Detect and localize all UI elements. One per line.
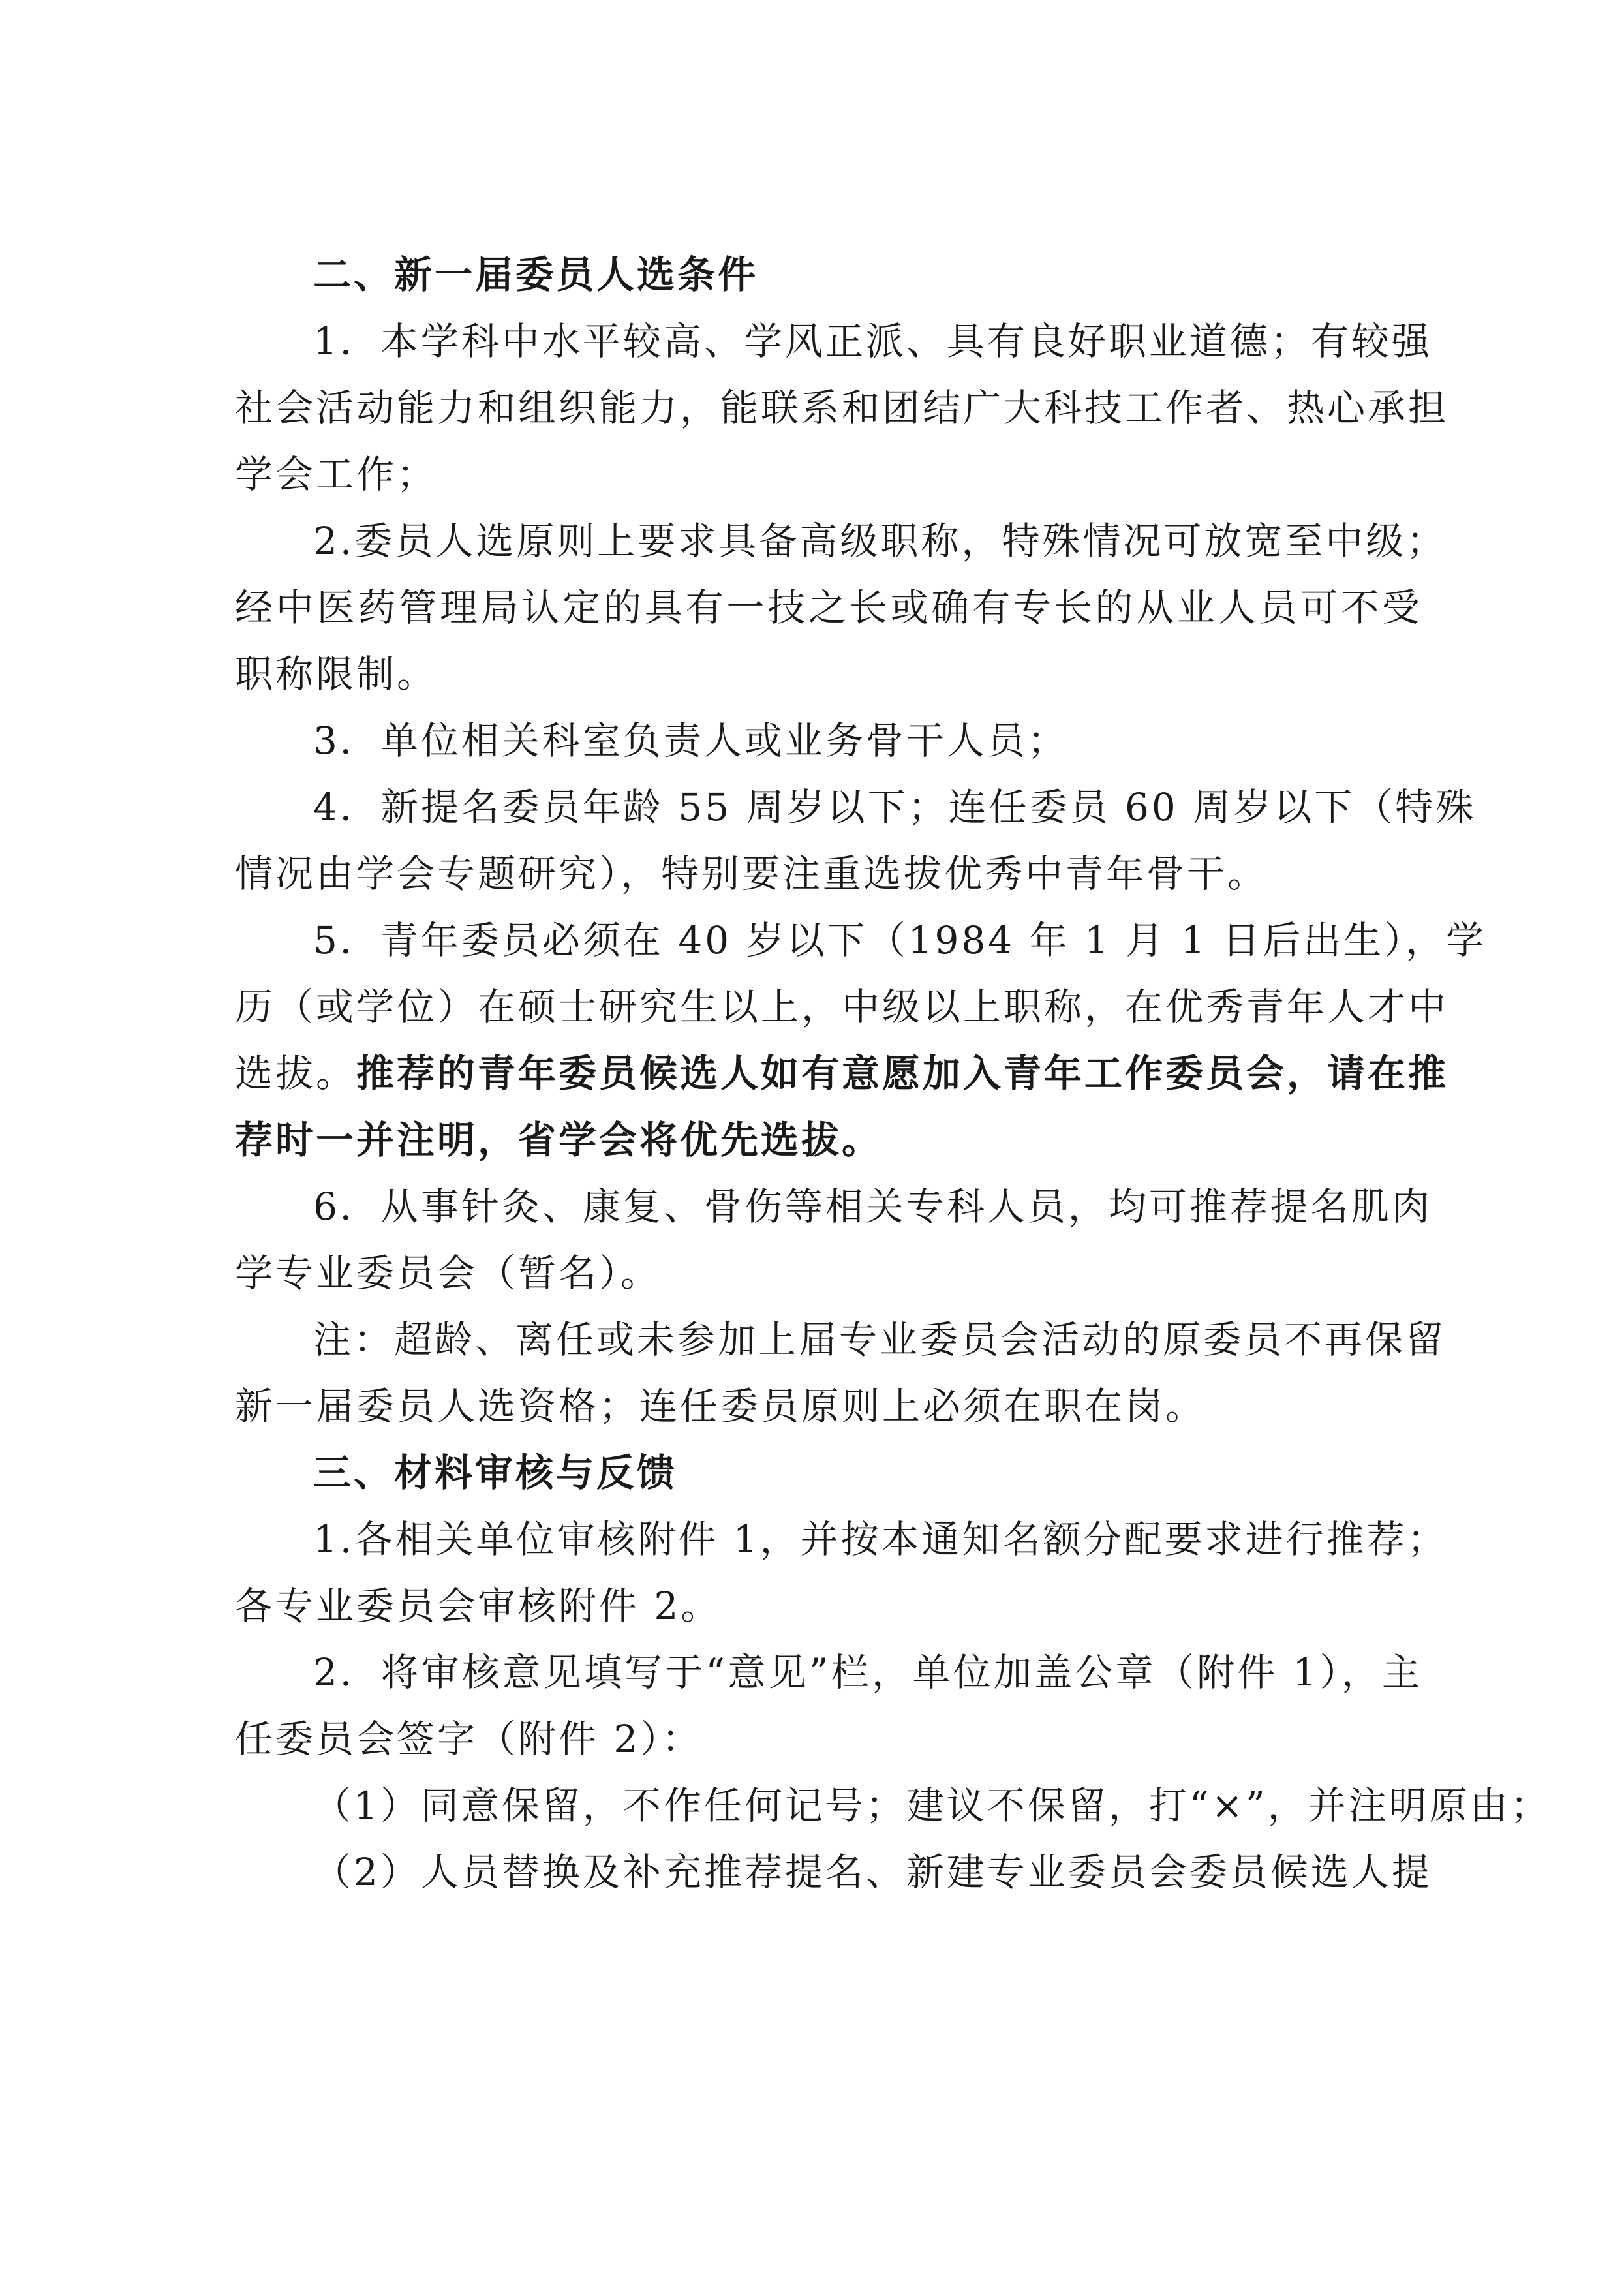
s2-item3-line1: 3．单位相关科室负责人或业务骨干人员； xyxy=(313,718,1068,763)
s2-item6-line1: 6．从事针灸、康复、骨伤等相关专科人员，均可推荐提名肌肉 xyxy=(313,1184,1432,1229)
s2-item1-line2: 社会活动能力和组织能力，能联系和团结广大科技工作者、热心承担 xyxy=(235,386,1449,430)
s2-item2-line2: 经中医药管理局认定的具有一技之长或确有专长的从业人员可不受 xyxy=(235,585,1422,630)
s2-item2-line1: 2.委员人选原则上要求具备高级职称，特殊情况可放宽至中级； xyxy=(313,519,1447,563)
s2-item5-line3-bold: 推荐的青年委员候选人如有意愿加入青年工作委员会，请在推 xyxy=(356,1051,1449,1096)
s2-item5-line4-bold: 荐时一并注明，省学会将优先选拔。 xyxy=(235,1118,883,1162)
s3-item1-line1: 1.各相关单位审核附件 1，并按本通知名额分配要求进行推荐； xyxy=(313,1517,1448,1561)
s2-item5-line3 xyxy=(235,1040,1449,1107)
s2-item4-line1: 4．新提名委员年龄 55 周岁以下；连任委员 60 周岁以下（特殊 xyxy=(313,785,1477,829)
s2-item2-line3: 职称限制。 xyxy=(235,652,438,696)
s2-item5-line3-plain: 选拔。 xyxy=(235,1051,357,1096)
s2-item1-line1: 1．本学科中水平较高、学风正派、具有良好职业道德；有较强 xyxy=(313,319,1432,363)
s2-item4-line2: 情况由学会专题研究），特别要注重选拔优秀中青年骨干。 xyxy=(235,852,1268,896)
s2-note-line1: 注：超龄、离任或未参加上届专业委员会活动的原委员不再保留 xyxy=(313,1317,1447,1362)
document-body xyxy=(235,241,1551,1905)
section-2-title: 二、新一届委员人选条件 xyxy=(313,253,759,297)
s2-item6-line2: 学专业委员会（暂名）。 xyxy=(235,1251,662,1295)
s3-sub1-line1: （1）同意保留，不作任何记号；建议不保留，打“×”，并注明原由； xyxy=(313,1783,1551,1828)
s3-item2-line2: 任委员会签字（附件 2）： xyxy=(235,1717,703,1761)
s2-item5-line4 xyxy=(235,1107,1422,1173)
s2-note-line2: 新一届委员人选资格；连任委员原则上必须在职在岗。 xyxy=(235,1384,1206,1428)
s2-item5-line2: 历（或学位）在硕士研究生以上，中级以上职称，在优秀青年人才中 xyxy=(235,985,1449,1029)
s2-item5-line1: 5．青年委员必须在 40 岁以下（1984 年 1 月 1 日后出生），学 xyxy=(313,918,1487,962)
s2-item1-line3: 学会工作； xyxy=(235,452,438,497)
s3-sub2-line1: （2）人员替换及补充推荐提名、新建专业委员会委员候选人提 xyxy=(313,1850,1432,1894)
s3-item2-line1: 2．将审核意见填写于“意见”栏，单位加盖公章（附件 1），主 xyxy=(313,1650,1422,1695)
s3-item1-line2: 各专业委员会审核附件 2。 xyxy=(235,1584,722,1628)
section-3-title: 三、材料审核与反馈 xyxy=(313,1451,678,1495)
